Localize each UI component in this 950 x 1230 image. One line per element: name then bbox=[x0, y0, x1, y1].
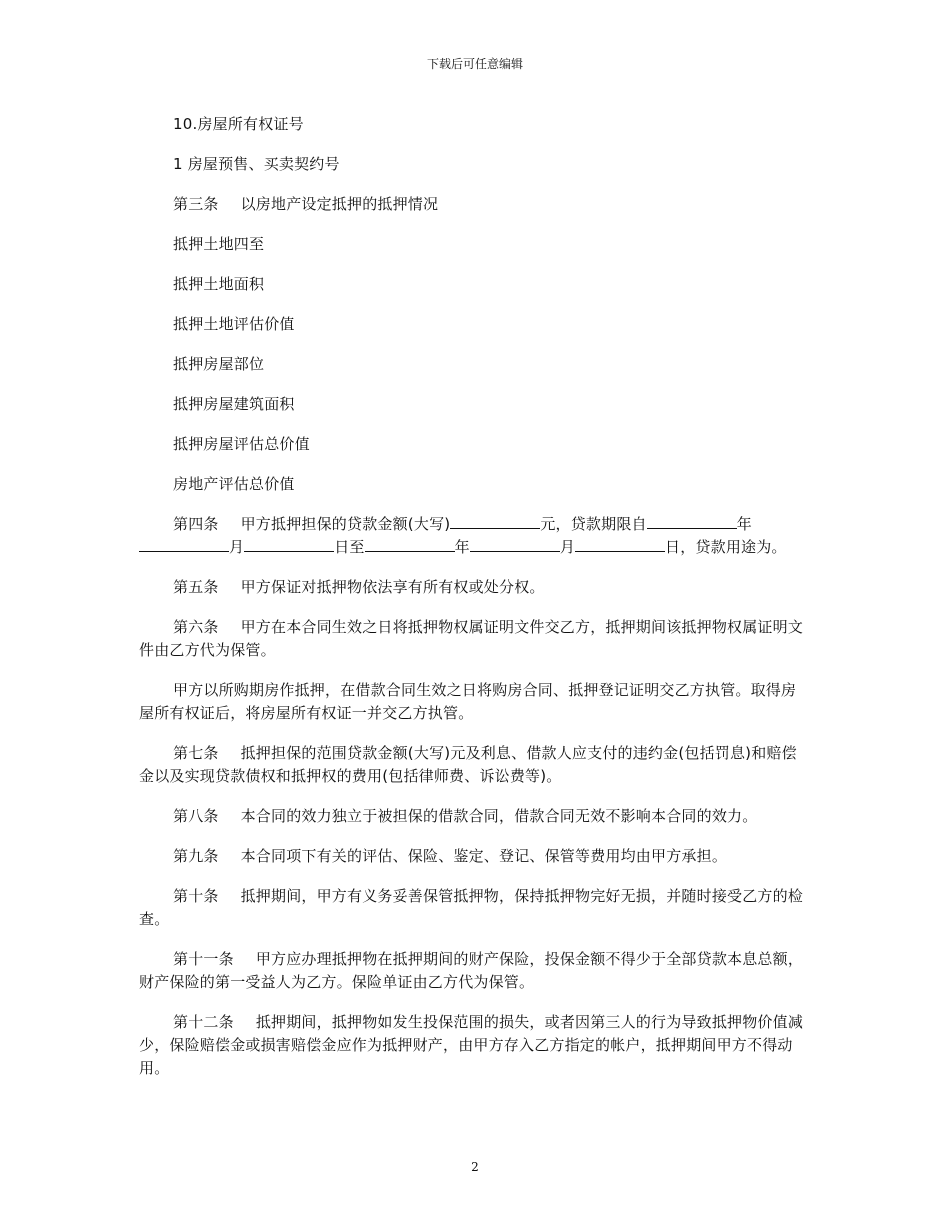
article-12: 第十二条 抵押期间，抵押物如发生投保范围的损失，或者因第三人的行为导致抵押物价值减少，保险赔偿金或损害赔偿金应作为抵押财产，由甲方存入乙方指定的帐户，抵押期间甲方不得动用。 bbox=[139, 1013, 804, 1077]
article-11-label: 第十一条 bbox=[173, 950, 234, 968]
document-body bbox=[139, 113, 811, 1097]
article-8: 第八条 本合同的效力独立于被担保的借款合同，借款合同无效不影响本合同的效力。 bbox=[173, 807, 758, 825]
article-3-text: 以房地产设定抵押的抵押情况 bbox=[240, 195, 439, 213]
blank-end-day bbox=[575, 537, 665, 552]
page-number: 2 bbox=[471, 1160, 479, 1174]
line-land-value: 抵押土地评估价值 bbox=[173, 315, 295, 333]
article-4: 第四条 甲方抵押担保的贷款金额(大写) 元，贷款期限自 年月 日至 年 月 日，贷款用途为。 bbox=[139, 513, 811, 559]
blank-amount bbox=[450, 514, 540, 529]
line-property-cert: 10.房屋所有权证号 bbox=[173, 115, 304, 133]
line-house-value: 抵押房屋评估总价值 bbox=[173, 435, 310, 453]
article-6-label: 第六条 bbox=[173, 618, 219, 636]
line-presale-contract: 1 房屋预售、买卖契约号 bbox=[173, 155, 340, 173]
blank-start-month bbox=[139, 537, 229, 552]
article-7-label: 第七条 bbox=[173, 744, 219, 762]
article-8-label: 第八条 bbox=[173, 807, 219, 825]
line-realestate-value: 房地产评估总价值 bbox=[173, 475, 295, 493]
article-5: 第五条 甲方保证对抵押物依法享有所有权或处分权。 bbox=[173, 578, 545, 596]
line-land-boundaries: 抵押土地四至 bbox=[173, 235, 265, 253]
article-10: 第十条 抵押期间，甲方有义务妥善保管抵押物，保持抵押物完好无损，并随时接受乙方的检查。 bbox=[139, 887, 804, 928]
article-6: 第六条 甲方在本合同生效之日将抵押物权属证明文件交乙方，抵押期间该抵押物权属证明文件由乙方代为保管。 bbox=[139, 618, 804, 659]
article-9: 第九条 本合同项下有关的评估、保险、鉴定、登记、保管等费用均由甲方承担。 bbox=[173, 847, 728, 865]
article-11: 第十一条 甲方应办理抵押物在抵押期间的财产保险，投保金额不得少于全部贷款本息总额，财产保险的第一受益人为乙方。保险单证由乙方代为保管。 bbox=[139, 950, 804, 991]
article-12-label: 第十二条 bbox=[173, 1013, 234, 1031]
article-10-label: 第十条 bbox=[173, 887, 219, 905]
paragraph-presale-mortgage: 甲方以所购期房作抵押，在借款合同生效之日将购房合同、抵押登记证明交乙方执管。取得房屋所有权证后，将房屋所有权证一并交乙方执管。 bbox=[139, 681, 797, 722]
article-4-label: 第四条 bbox=[173, 515, 219, 533]
article-3 bbox=[139, 193, 811, 216]
line-land-area: 抵押土地面积 bbox=[173, 275, 265, 293]
blank-start-day bbox=[244, 537, 334, 552]
article-5-label: 第五条 bbox=[173, 578, 219, 596]
article-3-label: 第三条 bbox=[173, 195, 219, 213]
page-header: 下载后可任意编辑 bbox=[426, 57, 523, 71]
blank-end-month bbox=[470, 537, 560, 552]
line-house-location: 抵押房屋部位 bbox=[173, 355, 265, 373]
blank-end-year bbox=[365, 537, 455, 552]
article-9-label: 第九条 bbox=[173, 847, 219, 865]
blank-start-year bbox=[647, 514, 737, 529]
line-house-area: 抵押房屋建筑面积 bbox=[173, 395, 295, 413]
article-7: 第七条 抵押担保的范围贷款金额(大写)元及利息、借款人应支付的违约金(包括罚息)和赔偿金以及实现贷款债权和抵押权的费用(包括律师费、诉讼费等)。 bbox=[139, 744, 797, 785]
